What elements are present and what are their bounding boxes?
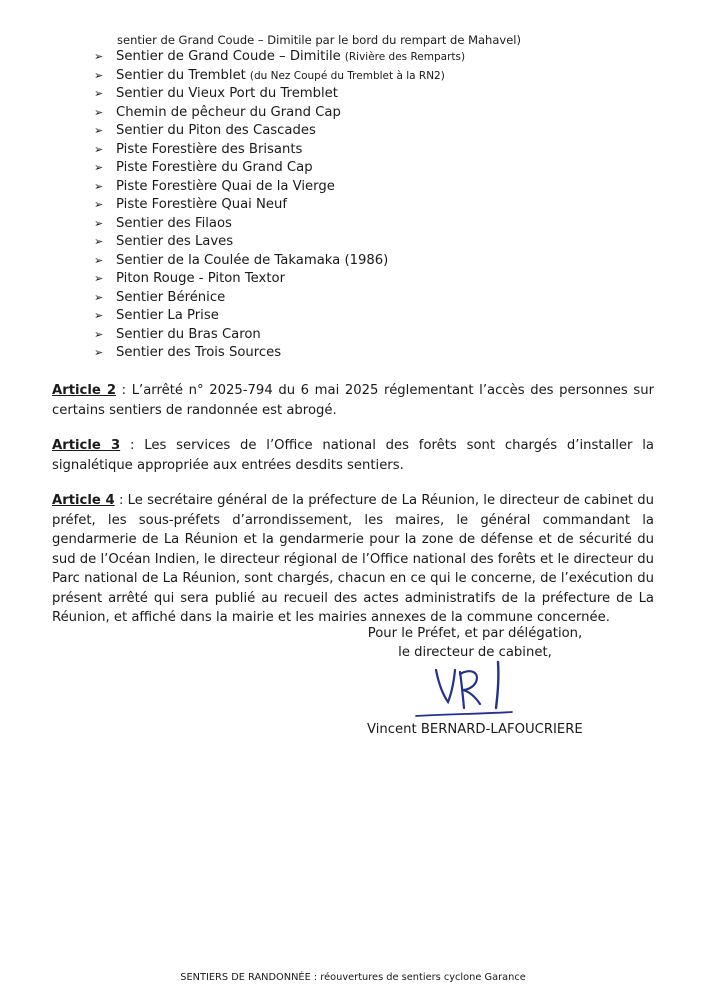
trail-item (94, 67, 465, 86)
arrow-bullet-icon: ➢ (94, 327, 104, 341)
trail-item (94, 178, 465, 197)
arrow-bullet-icon: ➢ (94, 142, 104, 156)
trail-name: Sentier du Bras Caron (116, 326, 261, 342)
arrow-bullet-icon: ➢ (94, 272, 104, 285)
arrow-bullet-icon: ➢ (94, 124, 104, 137)
trail-note: (du Nez Coupé du Tremblet à la RN2) (249, 69, 445, 82)
arrow-bullet-icon: ➢ (94, 290, 104, 304)
delegation-line: Pour le Préfet, et par délégation, (367, 626, 583, 641)
trail-name: Sentier La Prise (116, 308, 219, 323)
trail-list (94, 48, 465, 363)
arrow-bullet-icon: ➢ (94, 179, 104, 193)
arrow-bullet-icon: ➢ (94, 161, 104, 174)
trail-item (94, 141, 465, 160)
trail-name: Piste Forestière Quai Neuf (116, 197, 288, 212)
trail-name: Piste Forestière des Brisants (116, 141, 303, 157)
trail-name: Sentier Bérénice (116, 289, 226, 305)
article-4-label: Article 4 (52, 493, 115, 508)
trail-name: Sentier des Laves (116, 234, 234, 249)
trail-name: Sentier du Piton des Cascades (116, 123, 316, 138)
signer-name: Vincent BERNARD-LAFOUCRIERE (367, 722, 583, 737)
continued-list-line: sentier de Grand Coude – Dimitile par le bord du rempart de Mahavel) (117, 33, 521, 47)
article-2-text: : L’arrêté n° 2025-794 du 6 mai 2025 réglementant l’accès des personnes sur certains sentiers de randonnée est abrogé. (52, 383, 654, 418)
trail-item (94, 48, 465, 67)
trail-note: (Rivière des Remparts) (344, 51, 466, 63)
article-3-text: : Les services de l’Office national des forêts sont chargés d’installer la signalétique appropriée aux entrées desdits sentiers. (52, 438, 654, 473)
arrow-bullet-icon: ➢ (94, 68, 104, 82)
arrow-bullet-icon: ➢ (94, 235, 104, 248)
arrow-bullet-icon: ➢ (94, 216, 104, 230)
trail-item (94, 215, 465, 234)
signature-delegation (360, 625, 590, 662)
handwritten-signature-icon (408, 658, 518, 720)
article-3-label: Article 3 (52, 438, 121, 453)
trail-item (94, 252, 465, 271)
arrow-bullet-icon: ➢ (94, 87, 104, 100)
trail-name: Sentier des Trois Sources (116, 345, 282, 360)
arrow-bullet-icon: ➢ (94, 105, 104, 119)
trail-item (94, 159, 465, 178)
page-footer: SENTIERS DE RANDONNÉE : réouvertures de sentiers cyclone Garance (180, 972, 526, 983)
trail-name: Chemin de pêcheur du Grand Cap (116, 104, 341, 120)
article-4-text: : Le secrétaire général de la préfecture de La Réunion, le directeur de cabinet du préfet, les sous-préfets d’arrondissement, les maires, le général commandant la gendarmerie de La Réunion et la gendarmerie pour la zone de défense et de sécurité du sud de l’Océan Indien, le directeur régional de l’Office national des forêts et le directeur du Parc national de La Réunion, sont chargés, chacun en ce qui le concerne, de l’exécution du présent arrêté qui sera publié au recueil des actes administratifs de la préfecture de La Réunion, et affiché dans la mairie et les mairies annexes de la commune concernée. (52, 493, 654, 625)
arrow-bullet-icon: ➢ (94, 346, 104, 359)
trail-name: Sentier du Vieux Port du Tremblet (116, 86, 338, 101)
article-2-label: Article 2 (52, 383, 117, 398)
article-3 (52, 436, 654, 475)
trail-name: Piton Rouge - Piton Textor (116, 271, 286, 286)
arrow-bullet-icon: ➢ (94, 309, 104, 322)
article-2 (52, 381, 654, 420)
trail-item (94, 344, 465, 363)
trail-name: Sentier de la Coulée de Takamaka (1986) (116, 252, 389, 268)
trail-name: Piste Forestière du Grand Cap (116, 160, 313, 175)
trail-item (94, 270, 465, 289)
trail-name: Sentier du Tremblet (116, 67, 246, 83)
arrow-bullet-icon: ➢ (94, 50, 104, 63)
trail-item (94, 326, 465, 345)
trail-name: Sentier des Filaos (116, 215, 232, 231)
cabinet-director-line: le directeur de cabinet, (398, 644, 552, 660)
trail-item (94, 196, 465, 215)
trail-name: Piste Forestière Quai de la Vierge (116, 178, 335, 194)
trail-item (94, 122, 465, 141)
trail-item (94, 104, 465, 123)
trail-item (94, 233, 465, 252)
trail-name: Sentier de Grand Coude – Dimitile (116, 49, 341, 64)
article-4 (52, 491, 654, 628)
trail-item (94, 307, 465, 326)
trail-item (94, 85, 465, 104)
arrow-bullet-icon: ➢ (94, 198, 104, 211)
trail-item (94, 289, 465, 308)
arrow-bullet-icon: ➢ (94, 253, 104, 267)
